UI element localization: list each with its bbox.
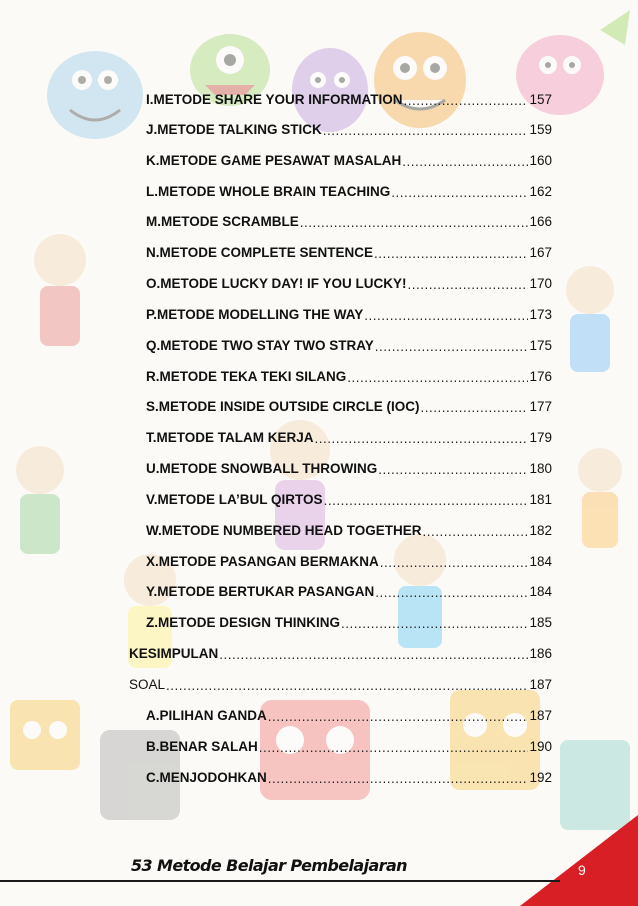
toc-page: 184: [529, 554, 552, 569]
toc-page: 166: [529, 214, 552, 229]
toc-title: METODE COMPLETE SENTENCE: [159, 245, 374, 260]
toc-letter: L.: [146, 184, 158, 199]
toc-entry[interactable]: [146, 269, 552, 291]
toc-title: METODE SHARE YOUR INFORMATION: [153, 92, 403, 107]
toc-entry[interactable]: [146, 177, 552, 199]
toc-letter: Q.: [146, 338, 161, 353]
toc-page: 187: [529, 677, 552, 692]
toc-entry[interactable]: [146, 763, 552, 785]
toc-page: 170: [529, 276, 552, 291]
toc-leader: [391, 186, 528, 200]
toc-leader: [219, 648, 528, 662]
toc-leader: [374, 247, 528, 261]
toc-title: METODE INSIDE OUTSIDE CIRCLE (IOC): [158, 399, 420, 414]
toc-entry[interactable]: [146, 331, 552, 353]
toc-entry[interactable]: [146, 85, 552, 107]
toc-title: METODE LA’BUL QIRTOS: [157, 492, 323, 507]
toc-page: 190: [529, 739, 552, 754]
toc-leader: [404, 94, 529, 108]
toc-page: 192: [529, 770, 552, 785]
toc-letter: S.: [146, 399, 159, 414]
toc-page: 175: [529, 338, 552, 353]
toc-title: SOAL: [129, 677, 166, 692]
toc-title: METODE TWO STAY TWO STRAY: [160, 338, 374, 353]
book-title: 53 Metode Belajar Pembelajaran: [131, 856, 407, 875]
toc-leader: [378, 463, 528, 477]
toc-page: 184: [529, 584, 552, 599]
toc-title: PILIHAN GANDA: [159, 708, 267, 723]
footer-divider: [0, 880, 560, 882]
toc-title: METODE WHOLE BRAIN TEACHING: [158, 184, 391, 199]
toc-entry[interactable]: [146, 300, 552, 322]
toc-letter: B.: [146, 739, 160, 754]
toc-letter: T.: [146, 430, 157, 445]
toc-leader: [341, 617, 528, 631]
toc-leader: [268, 710, 529, 724]
toc-entry[interactable]: [146, 577, 552, 599]
toc-title: METODE LUCKY DAY! IF YOU LUCKY!: [160, 276, 407, 291]
toc-page: 159: [529, 122, 552, 137]
toc-title: METODE MODELLING THE WAY: [157, 307, 364, 322]
toc-leader: [259, 741, 529, 755]
toc-entry[interactable]: [146, 392, 552, 414]
toc-letter: K.: [146, 153, 160, 168]
toc-title: METODE SNOWBALL THROWING: [159, 461, 378, 476]
toc-entry[interactable]: [146, 207, 552, 229]
toc-leader: [408, 278, 529, 292]
toc-title: METODE BERTUKAR PASANGAN: [157, 584, 375, 599]
toc-title: KESIMPULAN: [129, 646, 219, 661]
toc-entry[interactable]: [146, 238, 552, 260]
toc-letter: Y.: [146, 584, 158, 599]
toc-entry[interactable]: [146, 115, 552, 137]
toc-letter: I.: [146, 92, 154, 107]
toc-leader: [375, 586, 528, 600]
toc-page: 182: [529, 523, 552, 538]
toc-leader: [375, 340, 529, 354]
toc-letter: W.: [146, 523, 162, 538]
toc-entry[interactable]: [146, 454, 552, 476]
toc-entry[interactable]: [146, 732, 552, 754]
toc-title: METODE DESIGN THINKING: [158, 615, 341, 630]
toc-letter: C.: [146, 770, 160, 785]
toc-page: 160: [529, 153, 552, 168]
toc-page: 173: [529, 307, 552, 322]
toc-leader: [423, 525, 529, 539]
toc-title: METODE TALAM KERJA: [156, 430, 314, 445]
toc-entry[interactable]: [146, 423, 552, 445]
toc-title: METODE GAME PESAWAT MASALAH: [159, 153, 402, 168]
toc-leader: [380, 556, 529, 570]
toc-title: METODE PASANGAN BERMAKNA: [158, 554, 379, 569]
toc-page: 176: [529, 369, 552, 384]
toc-page: 181: [529, 492, 552, 507]
toc-entry-soal[interactable]: [129, 670, 552, 692]
toc-leader: [323, 124, 529, 138]
toc-letter: X.: [146, 554, 159, 569]
toc-letter: O.: [146, 276, 161, 291]
toc-page: 185: [529, 615, 552, 630]
toc-letter: V.: [146, 492, 158, 507]
toc-leader: [315, 432, 529, 446]
toc-leader: [300, 216, 529, 230]
toc-letter: U.: [146, 461, 160, 476]
toc-letter: J.: [146, 122, 158, 137]
toc-entry[interactable]: [146, 516, 552, 538]
toc-page: 187: [529, 708, 552, 723]
toc-letter: N.: [146, 245, 160, 260]
toc-leader: [421, 401, 529, 415]
page-number: 9: [578, 862, 586, 878]
toc-letter: P.: [146, 307, 158, 322]
toc-title: METODE SCRAMBLE: [161, 214, 299, 229]
toc-leader: [402, 155, 528, 169]
toc-page: 162: [529, 184, 552, 199]
toc-leader: [324, 494, 529, 508]
toc-page: 180: [529, 461, 552, 476]
toc-entry[interactable]: [146, 608, 552, 630]
toc-letter: R.: [146, 369, 160, 384]
toc-page: 186: [529, 646, 552, 661]
toc-letter: Z.: [146, 615, 158, 630]
toc-entry[interactable]: [146, 701, 552, 723]
toc-letter: A.: [146, 708, 160, 723]
toc-page: 177: [529, 399, 552, 414]
toc-page: 157: [529, 92, 552, 107]
toc-entry[interactable]: [146, 547, 552, 569]
toc-leader: [268, 772, 529, 786]
toc-title: METODE NUMBERED HEAD TOGETHER: [161, 523, 422, 538]
toc-leader: [347, 371, 528, 385]
toc-page: 179: [529, 430, 552, 445]
toc-entry[interactable]: [146, 146, 552, 168]
toc-title: METODE TEKA TEKI SILANG: [159, 369, 347, 384]
toc-page: 167: [529, 245, 552, 260]
toc-title: BENAR SALAH: [159, 739, 258, 754]
toc-letter: M.: [146, 214, 161, 229]
toc-entry[interactable]: [146, 485, 552, 507]
toc-title: METODE TALKING STICK: [157, 122, 322, 137]
toc-entry-kesimpulan[interactable]: [129, 639, 552, 661]
toc-leader: [364, 309, 528, 323]
toc-title: MENJODOHKAN: [159, 770, 267, 785]
toc-entry[interactable]: [146, 362, 552, 384]
toc-leader: [166, 679, 528, 693]
